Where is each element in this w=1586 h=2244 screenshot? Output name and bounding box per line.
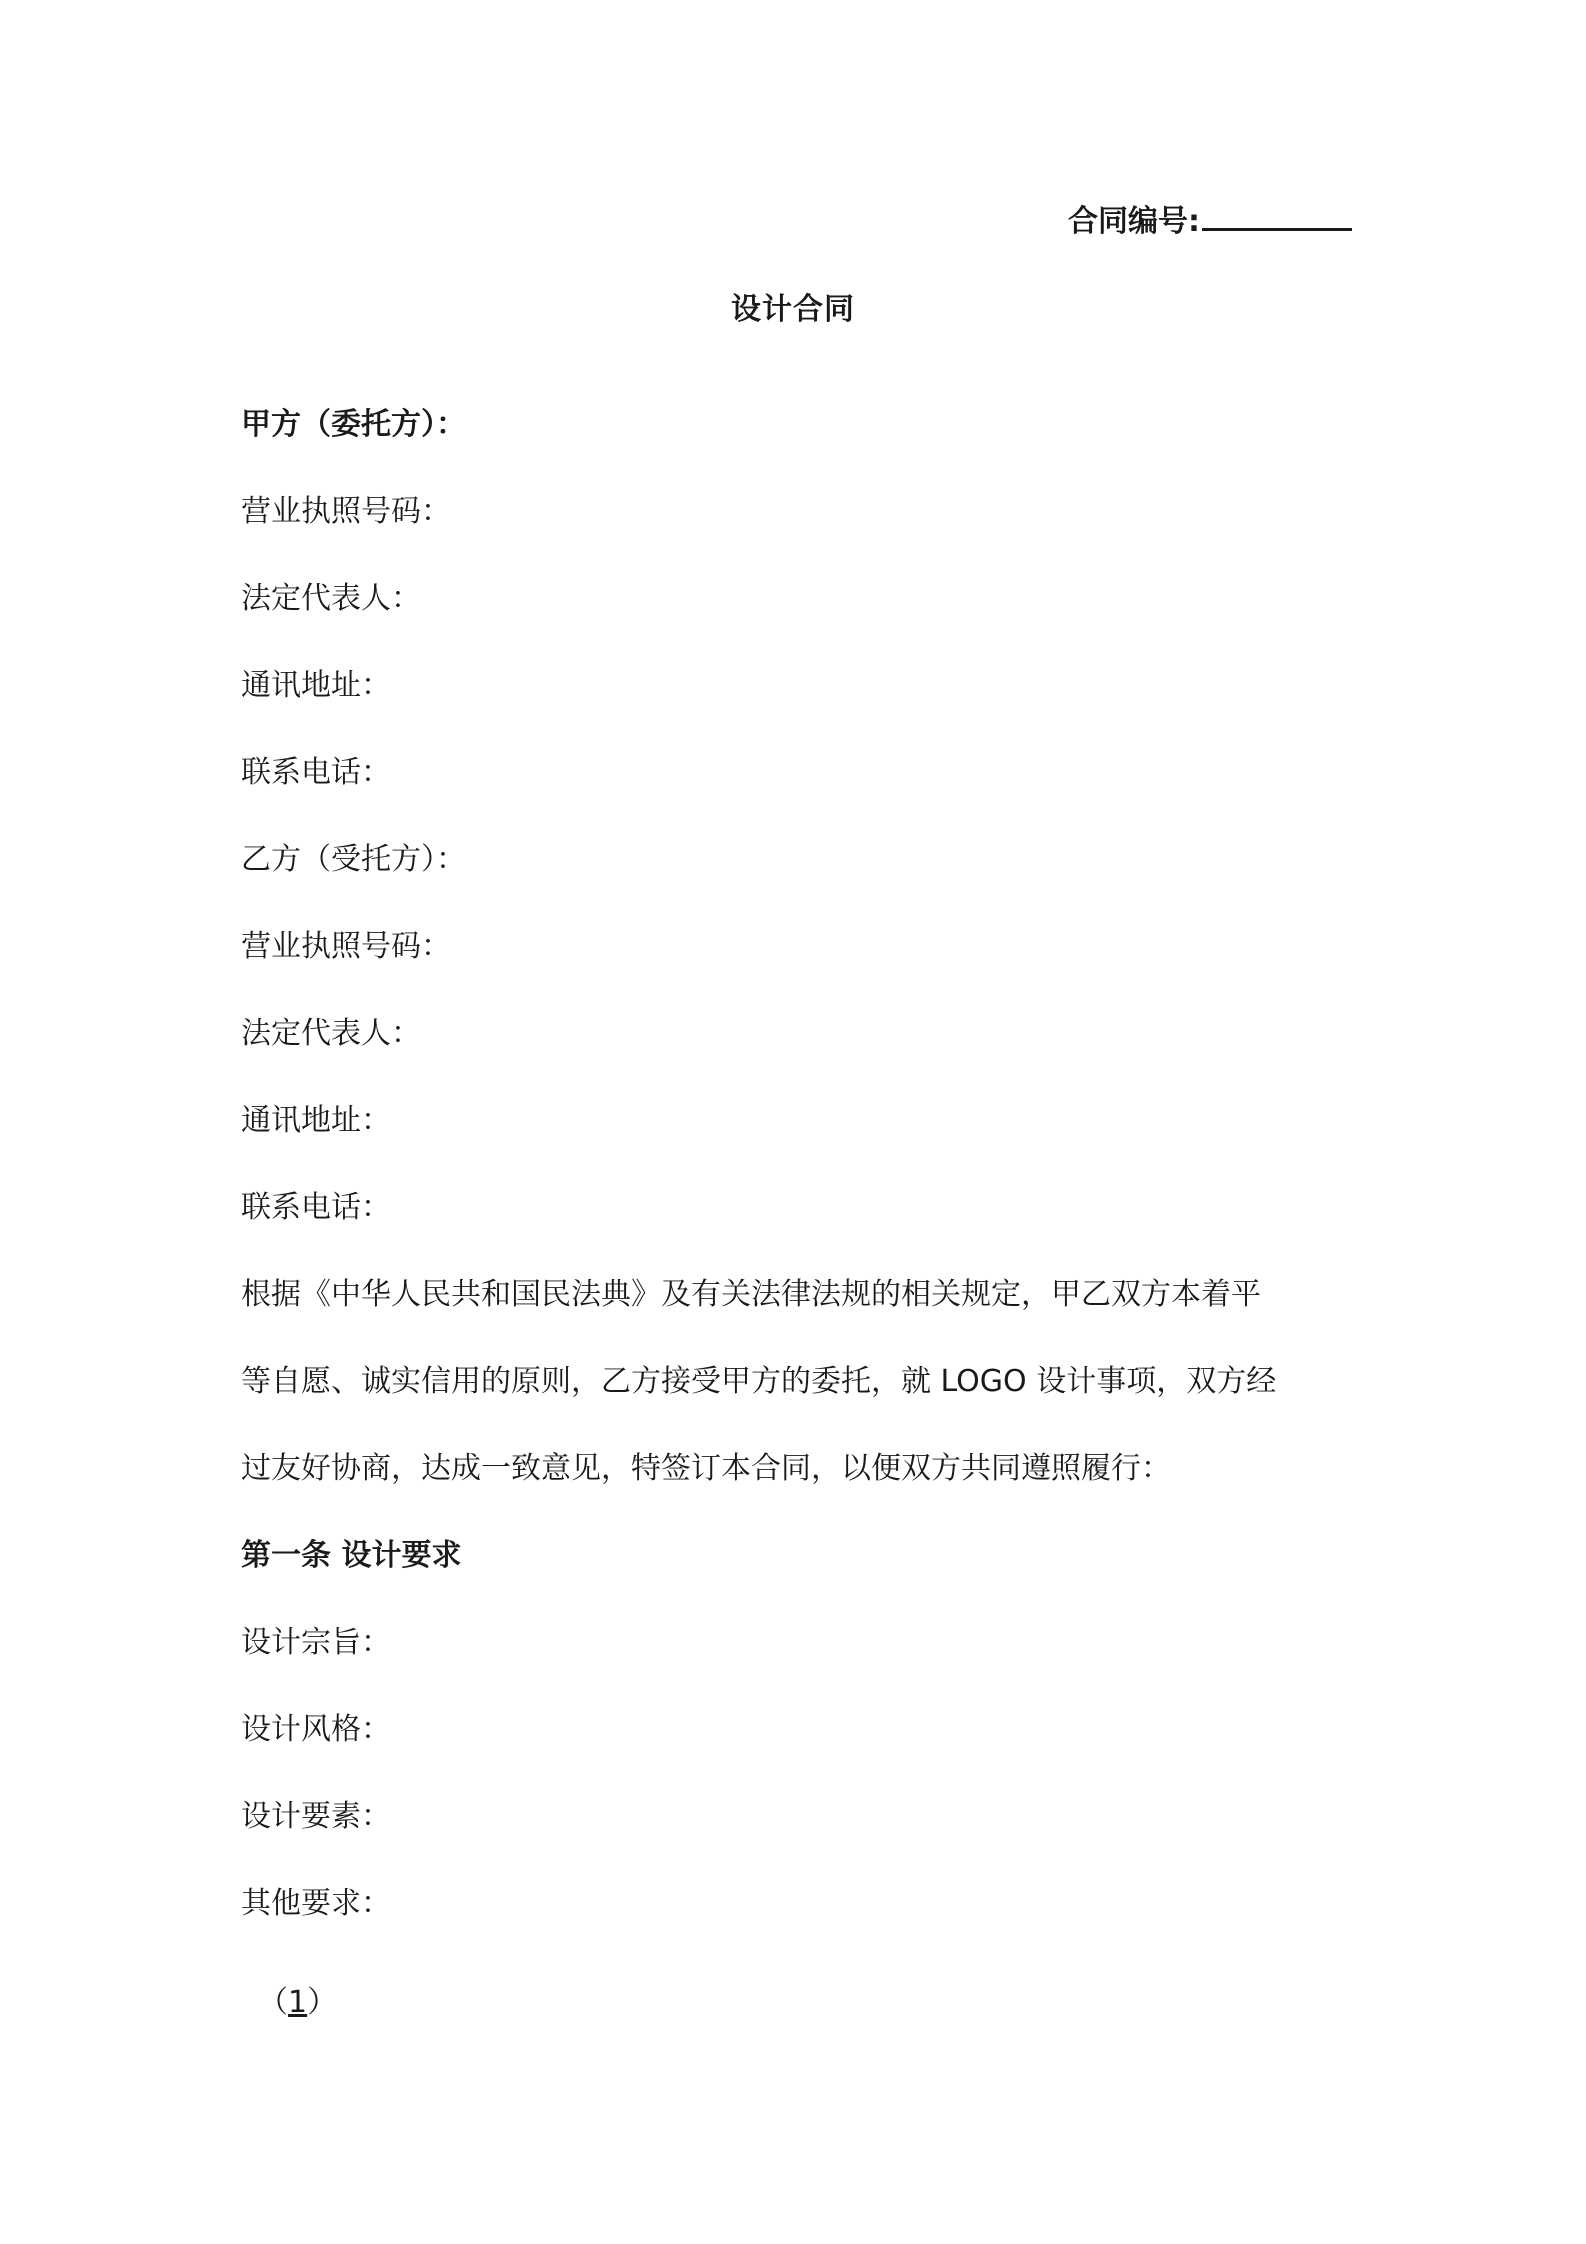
party-a-phone-label: 联系电话： <box>241 755 391 790</box>
preamble-line: 根据《中华人民共和国民法典》及有关法律法规的相关规定，甲乙双方本着平 <box>241 1277 1261 1312</box>
item-open-paren: （ <box>258 1985 288 2020</box>
design-purpose-label: 设计宗旨： <box>241 1625 391 1660</box>
design-elements-label: 设计要素： <box>241 1799 391 1834</box>
contract-number-blank <box>1202 200 1352 231</box>
party-a-license-label: 营业执照号码： <box>241 494 451 529</box>
party-b-legal-rep-label: 法定代表人： <box>241 1016 421 1051</box>
party-a-legal-rep-label: 法定代表人： <box>241 581 421 616</box>
list-item-number <box>258 1978 337 2028</box>
party-b-heading: 乙方（受托方）： <box>241 842 466 877</box>
item-close-paren: ） <box>307 1985 338 2020</box>
party-b-license-label: 营业执照号码： <box>241 929 451 964</box>
preamble-line: 过友好协商，达成一致意见，特签订本合同，以便双方共同遵照履行： <box>241 1451 1171 1486</box>
contract-body <box>241 400 1351 1966</box>
party-b-address-label: 通讯地址： <box>241 1103 391 1138</box>
party-a-heading: 甲方（委托方）： <box>241 407 466 442</box>
contract-number-field <box>1068 196 1352 240</box>
contract-number-label: 合同编号: <box>1068 204 1200 239</box>
preamble-line: 等自愿、诚实信用的原则，乙方接受甲方的委托，就 LOGO 设计事项，双方经 <box>241 1364 1277 1399</box>
party-b-phone-label: 联系电话： <box>241 1190 391 1225</box>
item-number: 1 <box>288 1985 308 2020</box>
other-requirements-label: 其他要求： <box>241 1886 391 1921</box>
design-style-label: 设计风格： <box>241 1712 391 1747</box>
document-title: 设计合同 <box>731 292 855 327</box>
party-a-address-label: 通讯地址： <box>241 668 391 703</box>
article-1-heading: 第一条 设计要求 <box>241 1538 462 1573</box>
